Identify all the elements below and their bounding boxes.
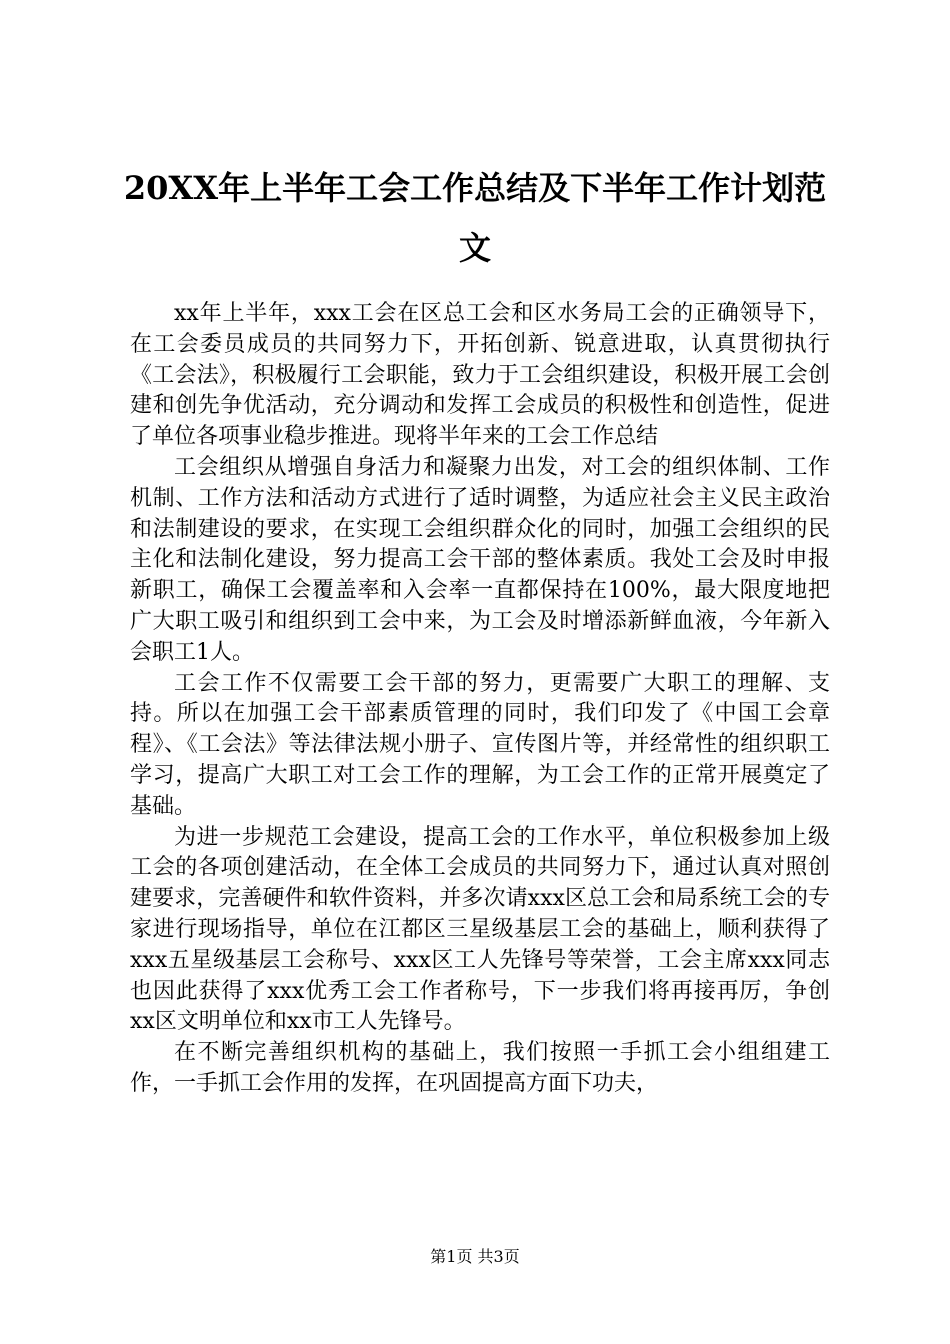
- paragraph: 为进一步规范工会建设，提高工会的工作水平，单位积极参加上级工会的各项创建活动，在全体工会成员的共同努力下，通过认真对照创建要求，完善硬件和软件资料，并多次请xxx区总工会和局系统工会的专家进行现场指导，单位在江都区三星级基层工会的基础上，顺利获得了xxx五星级基层工会称号、xxx区工人先锋号等荣誉，工会主席xxx同志也因此获得了xxx优秀工会工作者称号，下一步我们将再接再厉，争创xx区文明单位和xx市工人先锋号。: [130, 824, 830, 1035]
- paragraph: xx年上半年，xxx工会在区总工会和区水务局工会的正确领导下，在工会委员成员的共同努力下，开拓创新、锐意进取，认真贯彻执行《工会法》，积极履行工会职能，致力于工会组织建设，积极开展工会创建和创先争优活动，充分调动和发挥工会成员的积极性和创造性，促进了单位各项事业稳步推进。现将半年来的工会工作总结: [130, 301, 830, 450]
- page-footer: 第1页 共3页: [430, 1247, 520, 1266]
- document-body: [130, 299, 830, 1100]
- paragraph: 在不断完善组织机构的基础上，我们按照一手抓工会小组组建工作，一手抓工会作用的发挥，在巩固提高方面下功夫，: [130, 1040, 830, 1096]
- paragraph: 工会工作不仅需要工会干部的努力，更需要广大职工的理解、支持。所以在加强工会干部素质管理的同时，我们印发了《中国工会章程》、《工会法》等法律法规小册子、宣传图片等，并经常性的组织职工学习，提高广大职工对工会工作的理解，为工会工作的正常开展奠定了基础。: [130, 670, 830, 819]
- paragraph: 工会组织从增强自身活力和凝聚力出发，对工会的组织体制、工作机制、工作方法和活动方式进行了适时调整，为适应社会主义民主政治和法制建设的要求，在实现工会组织群众化的同时，加强工会组织的民主化和法制化建设，努力提高工会干部的整体素质。我处工会及时申报新职工，确保工会覆盖率和入会率一直都保持在100%，最大限度地把广大职工吸引和组织到工会中来，为工会及时增添新鲜血液，今年新入会职工1人。: [130, 454, 830, 665]
- document-title: 20XX年上半年工会工作总结及下半年工作计划范文: [123, 169, 827, 267]
